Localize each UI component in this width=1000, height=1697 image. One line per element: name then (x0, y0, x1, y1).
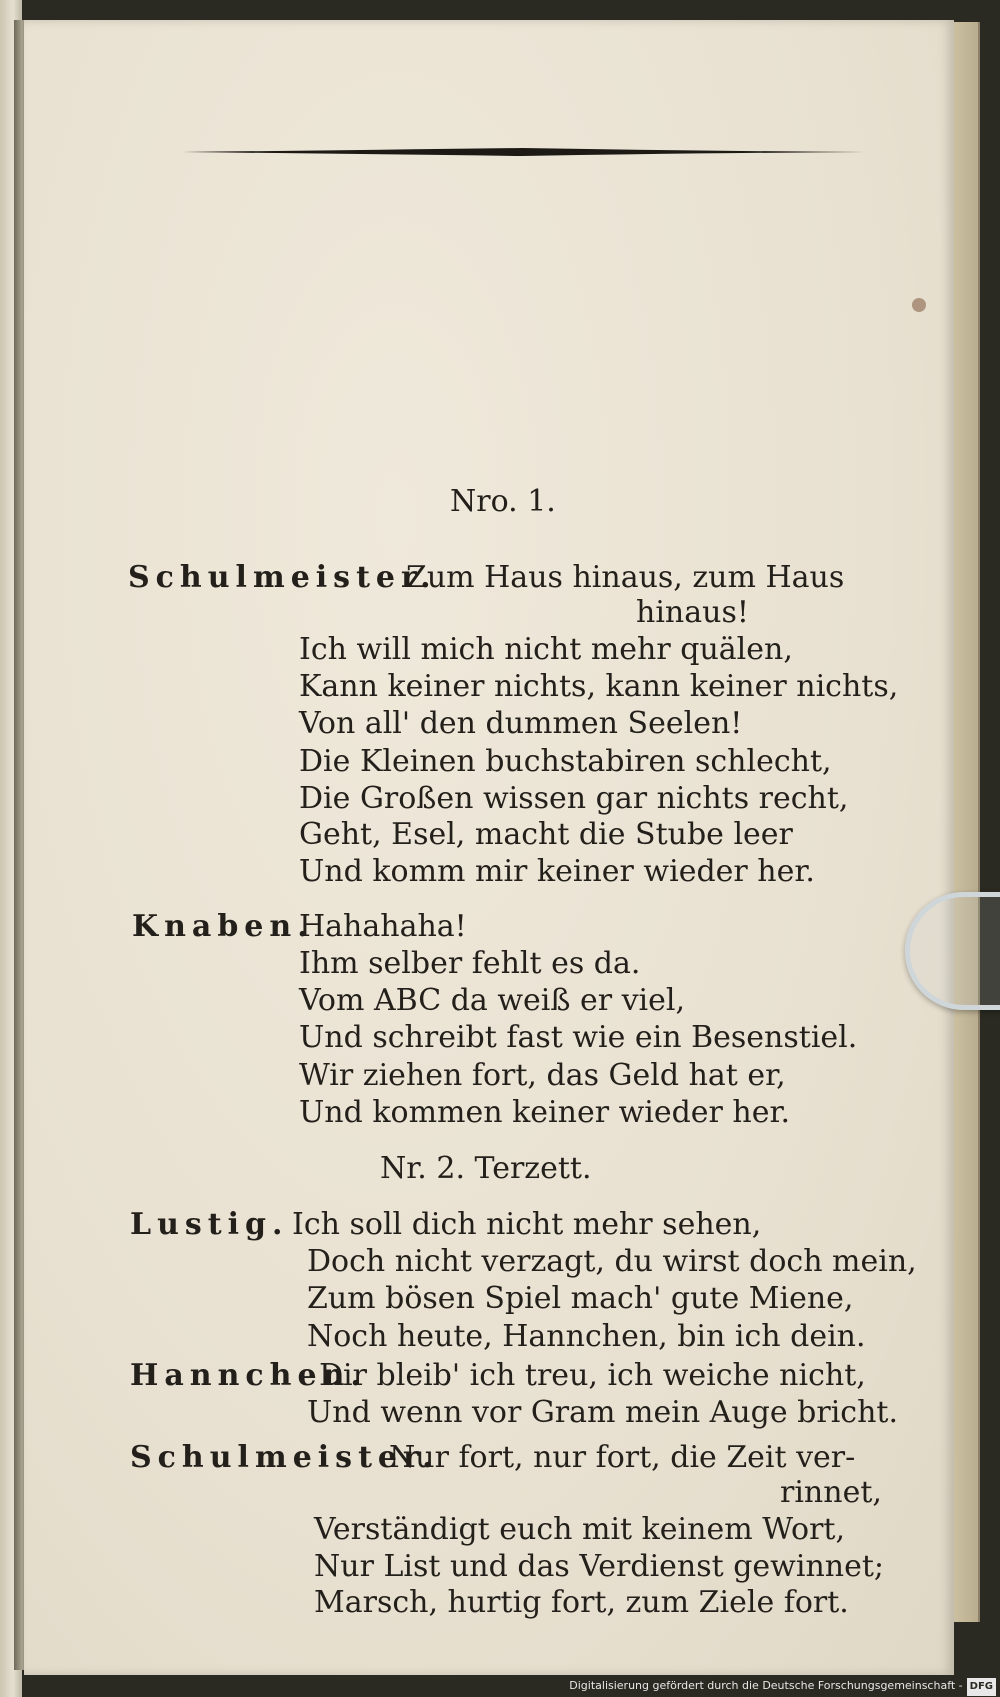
verse-line: Verständigt euch mit keinem Wort, (314, 1512, 846, 1547)
footer-text: Digitalisierung gefördert durch die Deutsche Forschungsgemeinschaft - (569, 1679, 963, 1692)
dfg-logo: DFG (967, 1678, 996, 1696)
verse-line: Ihm selber fehlt es da. (299, 946, 641, 981)
verse-line: Zum Haus hinaus, zum Haus (406, 560, 845, 595)
verse-line: Und komm mir keiner wieder her. (299, 854, 815, 889)
verse-line: Wir ziehen fort, das Geld hat er, (299, 1058, 786, 1093)
verse-line: Ich will mich nicht mehr quälen, (299, 632, 793, 667)
speaker-label: Schulmeister. (130, 1440, 439, 1475)
verse-line: Hahahaha! (299, 909, 467, 944)
speaker-label: Knaben. (132, 909, 314, 944)
verse-line: Vom ABC da weiß er viel, (299, 983, 686, 1018)
verse-line: Die Großen wissen gar nichts recht, (299, 781, 849, 816)
book-page (24, 20, 954, 1675)
verse-line: Von all' den dummen Seelen! (299, 706, 743, 741)
verse-line: Nur List und das Verdienst gewinnet; (314, 1549, 885, 1584)
verse-line: Geht, Esel, macht die Stube leer (299, 817, 793, 852)
verse-line: Zum bösen Spiel mach' gute Miene, (307, 1281, 854, 1316)
verse-line: Und kommen keiner wieder her. (299, 1095, 791, 1130)
verse-line: Und wenn vor Gram mein Auge bricht. (307, 1395, 899, 1430)
paper-stain (912, 298, 926, 312)
speaker-label: Schulmeister. (128, 560, 437, 595)
decorative-rule (182, 148, 865, 156)
speaker-label: Lustig. (130, 1207, 289, 1242)
verse-line: Dir bleib' ich treu, ich weiche nicht, (319, 1358, 866, 1393)
verse-line: Doch nicht verzagt, du wirst doch mein, (307, 1244, 917, 1279)
verse-line: Nur fort, nur fort, die Zeit ver- (389, 1440, 856, 1475)
verse-line: rinnet, (780, 1475, 882, 1510)
speaker-label: Hannchen. (130, 1358, 367, 1393)
verse-line: Und schreibt fast wie ein Besenstiel. (299, 1020, 858, 1055)
verse-line: Noch heute, Hannchen, bin ich dein. (307, 1319, 866, 1354)
verse-line: Die Kleinen buchstabiren schlecht, (299, 744, 832, 779)
verse-line: Marsch, hurtig fort, zum Ziele fort. (314, 1585, 849, 1620)
section-heading: Nro. 1. (450, 484, 556, 519)
digitization-footer (569, 1677, 996, 1695)
section-heading: Nr. 2. Terzett. (380, 1151, 592, 1186)
verse-line: Kann keiner nichts, kann keiner nichts, (299, 669, 899, 704)
verse-line: Ich soll dich nicht mehr sehen, (292, 1207, 762, 1242)
verse-line: hinaus! (636, 595, 749, 630)
